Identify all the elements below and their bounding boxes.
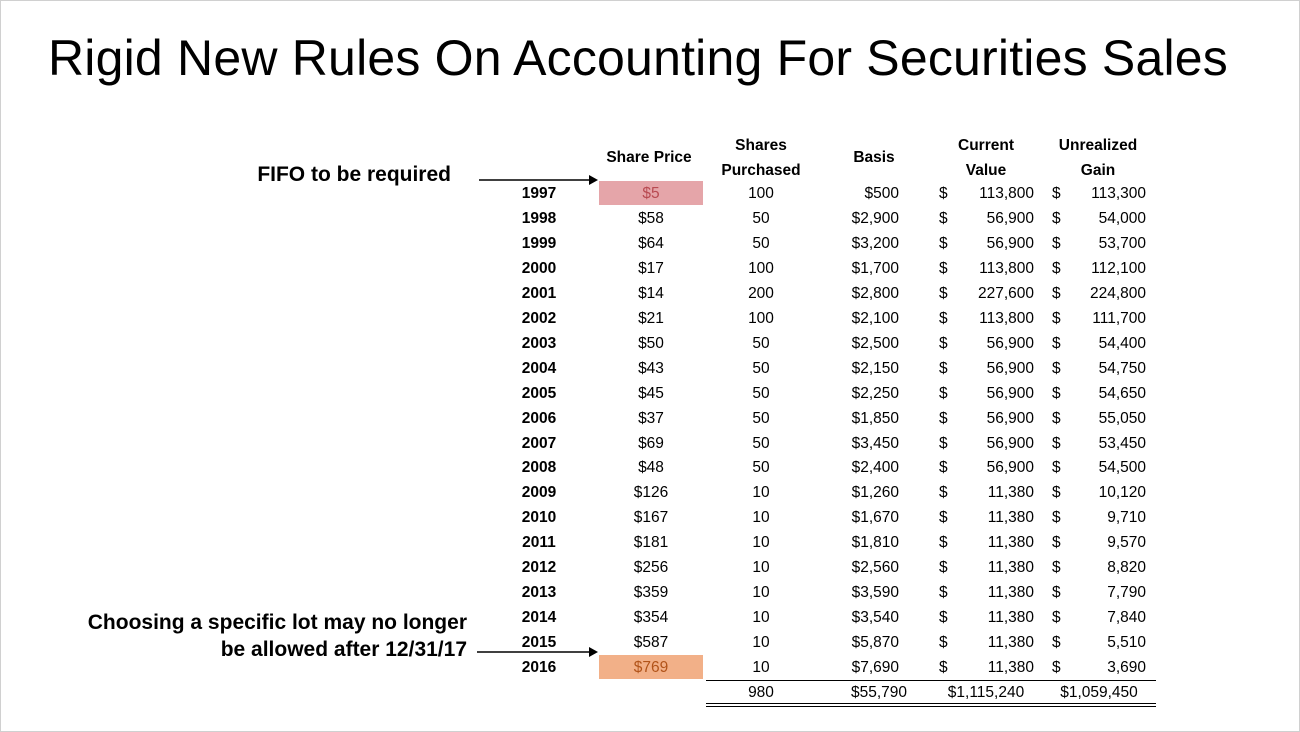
lot-share-price: $37 bbox=[638, 409, 664, 427]
lot-basis: $3,540 bbox=[851, 609, 899, 627]
lot-year: 2014 bbox=[521, 609, 557, 627]
lot-basis: $2,400 bbox=[851, 459, 899, 477]
lot-share-price: $181 bbox=[633, 534, 669, 552]
table-row bbox=[1, 555, 1300, 580]
table-row bbox=[1, 530, 1300, 555]
table-row bbox=[1, 580, 1300, 605]
lot-current-value: 56,900 bbox=[986, 434, 1034, 452]
lot-share-price: $769 bbox=[599, 655, 703, 679]
lot-basis: $500 bbox=[864, 185, 899, 202]
total-current-value: $1,115,240 bbox=[947, 684, 1025, 701]
current-value-currency-symbol: $ bbox=[939, 634, 948, 652]
lot-basis: $2,900 bbox=[851, 209, 899, 227]
lot-shares-purchased: 200 bbox=[748, 284, 774, 302]
header-current-value bbox=[946, 133, 1026, 183]
total-double-rule-1 bbox=[706, 703, 1156, 704]
gain-currency-symbol: $ bbox=[1052, 359, 1061, 377]
table-row bbox=[1, 231, 1300, 256]
lot-basis: $7,690 bbox=[851, 659, 899, 677]
current-value-currency-symbol: $ bbox=[939, 234, 948, 252]
lot-unrealized-gain: 111,700 bbox=[1092, 309, 1146, 327]
lot-shares-purchased: 100 bbox=[748, 309, 774, 327]
lot-basis: $2,250 bbox=[851, 384, 899, 402]
gain-currency-symbol: $ bbox=[1052, 334, 1061, 352]
lot-share-price: $587 bbox=[633, 634, 669, 652]
header-share-price: Share Price bbox=[606, 149, 692, 166]
lot-share-price: $17 bbox=[638, 259, 664, 277]
lot-current-value: 227,600 bbox=[977, 284, 1034, 302]
lot-basis: $1,670 bbox=[851, 509, 899, 527]
header-gain-line-2: Gain bbox=[1080, 162, 1116, 179]
total-basis: $55,790 bbox=[850, 684, 907, 701]
lot-current-value: 56,900 bbox=[986, 409, 1034, 427]
current-value-currency-symbol: $ bbox=[939, 434, 948, 452]
table-row bbox=[1, 431, 1300, 456]
lot-shares-purchased: 50 bbox=[752, 459, 770, 477]
lot-unrealized-gain: 3,690 bbox=[1107, 659, 1146, 677]
lot-basis: $1,700 bbox=[851, 259, 899, 277]
table-row bbox=[1, 480, 1300, 505]
current-value-currency-symbol: $ bbox=[939, 334, 948, 352]
lot-current-value: 11,380 bbox=[987, 634, 1034, 652]
lot-share-price: $21 bbox=[638, 309, 664, 327]
current-value-currency-symbol: $ bbox=[939, 309, 948, 327]
lot-basis: $2,150 bbox=[851, 359, 899, 377]
lot-basis: $3,450 bbox=[851, 434, 899, 452]
lot-current-value: 56,900 bbox=[986, 334, 1034, 352]
lot-unrealized-gain: 9,710 bbox=[1107, 509, 1146, 527]
lot-shares-purchased: 50 bbox=[752, 209, 770, 227]
lot-current-value: 56,900 bbox=[986, 234, 1034, 252]
slide-title: Rigid New Rules On Accounting For Securities Sales bbox=[48, 30, 1228, 86]
lot-basis: $3,590 bbox=[851, 584, 899, 602]
header-current-line-1: Current bbox=[958, 137, 1014, 154]
table-row bbox=[1, 306, 1300, 331]
lot-shares-purchased: 100 bbox=[748, 259, 774, 277]
lot-current-value: 11,380 bbox=[987, 584, 1034, 602]
current-value-currency-symbol: $ bbox=[939, 409, 948, 427]
lot-unrealized-gain: 53,450 bbox=[1098, 434, 1146, 452]
lot-shares-purchased: 10 bbox=[752, 534, 770, 552]
gain-currency-symbol: $ bbox=[1052, 459, 1061, 477]
lot-unrealized-gain: 54,650 bbox=[1098, 384, 1146, 402]
current-value-currency-symbol: $ bbox=[939, 359, 948, 377]
lot-unrealized-gain: 8,820 bbox=[1107, 559, 1146, 577]
lot-current-value: 56,900 bbox=[986, 459, 1034, 477]
lot-basis: $2,100 bbox=[851, 309, 899, 327]
header-gain-line-1: Unrealized bbox=[1058, 137, 1138, 154]
lot-current-value: 56,900 bbox=[986, 209, 1034, 227]
current-value-currency-symbol: $ bbox=[939, 284, 948, 302]
table-row bbox=[1, 181, 1300, 206]
specific-lot-note-line-2: be allowed after 12/31/17 bbox=[220, 638, 467, 661]
lot-unrealized-gain: 54,000 bbox=[1098, 209, 1146, 227]
lot-share-price: $126 bbox=[633, 484, 669, 502]
lot-shares-purchased: 50 bbox=[752, 234, 770, 252]
lot-share-price: $5 bbox=[599, 181, 703, 205]
total-unrealized-gain: $1,059,450 bbox=[1060, 684, 1138, 701]
lot-current-value: 113,800 bbox=[979, 185, 1034, 202]
lot-year: 2003 bbox=[521, 334, 557, 352]
table-row bbox=[1, 605, 1300, 630]
lot-shares-purchased: 10 bbox=[752, 659, 770, 677]
lot-year: 2001 bbox=[521, 284, 557, 302]
table-row bbox=[1, 505, 1300, 530]
lot-shares-purchased: 50 bbox=[752, 409, 770, 427]
lot-year: 1997 bbox=[521, 185, 557, 202]
lot-year: 2005 bbox=[521, 384, 557, 402]
lot-year: 2013 bbox=[521, 584, 557, 602]
header-basis: Basis bbox=[853, 149, 895, 166]
lot-basis: $2,800 bbox=[851, 284, 899, 302]
lot-year: 2006 bbox=[521, 409, 557, 427]
current-value-currency-symbol: $ bbox=[939, 484, 948, 502]
lot-year: 2000 bbox=[521, 259, 557, 277]
lot-year: 2002 bbox=[521, 309, 557, 327]
lot-unrealized-gain: 224,800 bbox=[1089, 284, 1146, 302]
fifo-note: FIFO to be required bbox=[257, 163, 451, 186]
lot-year: 1998 bbox=[521, 209, 557, 227]
header-shares-line-2: Purchased bbox=[721, 162, 801, 179]
current-value-currency-symbol: $ bbox=[939, 509, 948, 527]
table-row bbox=[1, 630, 1300, 655]
lot-year: 2015 bbox=[521, 634, 557, 652]
lot-current-value: 113,800 bbox=[979, 309, 1034, 327]
gain-currency-symbol: $ bbox=[1052, 185, 1061, 202]
table-row bbox=[1, 406, 1300, 431]
gain-currency-symbol: $ bbox=[1052, 609, 1061, 627]
lot-year: 2008 bbox=[521, 459, 557, 477]
table-row bbox=[1, 206, 1300, 231]
gain-currency-symbol: $ bbox=[1052, 234, 1061, 252]
table-row bbox=[1, 281, 1300, 306]
lot-shares-purchased: 50 bbox=[752, 384, 770, 402]
lot-shares-purchased: 50 bbox=[752, 359, 770, 377]
lot-unrealized-gain: 54,750 bbox=[1098, 359, 1146, 377]
lot-year: 2004 bbox=[521, 359, 557, 377]
gain-currency-symbol: $ bbox=[1052, 509, 1061, 527]
gain-currency-symbol: $ bbox=[1052, 209, 1061, 227]
lot-share-price: $359 bbox=[633, 584, 669, 602]
gain-currency-symbol: $ bbox=[1052, 284, 1061, 302]
lot-current-value: 11,380 bbox=[987, 659, 1034, 677]
lot-unrealized-gain: 5,510 bbox=[1107, 634, 1146, 652]
lot-year: 2016 bbox=[521, 659, 557, 677]
current-value-currency-symbol: $ bbox=[939, 209, 948, 227]
lot-shares-purchased: 10 bbox=[752, 559, 770, 577]
lot-current-value: 11,380 bbox=[987, 534, 1034, 552]
lot-share-price: $69 bbox=[638, 434, 664, 452]
table-row bbox=[1, 331, 1300, 356]
lot-current-value: 56,900 bbox=[986, 384, 1034, 402]
lot-current-value: 11,380 bbox=[987, 509, 1034, 527]
current-value-currency-symbol: $ bbox=[939, 459, 948, 477]
totals-row bbox=[1, 680, 1300, 705]
lot-shares-purchased: 100 bbox=[748, 185, 774, 202]
gain-currency-symbol: $ bbox=[1052, 584, 1061, 602]
lot-share-price: $43 bbox=[638, 359, 664, 377]
lot-year: 2007 bbox=[521, 434, 557, 452]
lot-share-price: $14 bbox=[638, 284, 664, 302]
specific-lot-note-line-1: Choosing a specific lot may no longer bbox=[87, 611, 467, 634]
lot-basis: $1,810 bbox=[851, 534, 899, 552]
lot-share-price: $58 bbox=[638, 209, 664, 227]
lot-basis: $3,200 bbox=[851, 234, 899, 252]
lot-year: 2012 bbox=[521, 559, 557, 577]
lot-current-value: 56,900 bbox=[986, 359, 1034, 377]
lot-year: 2010 bbox=[521, 509, 557, 527]
lot-current-value: 11,380 bbox=[987, 609, 1034, 627]
lot-unrealized-gain: 54,400 bbox=[1098, 334, 1146, 352]
lot-current-value: 11,380 bbox=[987, 559, 1034, 577]
lot-unrealized-gain: 7,790 bbox=[1107, 584, 1146, 602]
lot-unrealized-gain: 112,100 bbox=[1091, 259, 1146, 277]
current-value-currency-symbol: $ bbox=[939, 384, 948, 402]
lot-share-price: $64 bbox=[638, 234, 664, 252]
lot-basis: $5,870 bbox=[851, 634, 899, 652]
current-value-currency-symbol: $ bbox=[939, 534, 948, 552]
lot-unrealized-gain: 10,120 bbox=[1098, 484, 1146, 502]
gain-currency-symbol: $ bbox=[1052, 634, 1061, 652]
current-value-currency-symbol: $ bbox=[939, 259, 948, 277]
total-shares: 980 bbox=[748, 684, 774, 701]
current-value-currency-symbol: $ bbox=[939, 659, 948, 677]
lot-share-price: $45 bbox=[638, 384, 664, 402]
current-value-currency-symbol: $ bbox=[939, 584, 948, 602]
lot-basis: $1,850 bbox=[851, 409, 899, 427]
lot-unrealized-gain: 54,500 bbox=[1098, 459, 1146, 477]
lot-current-value: 11,380 bbox=[987, 484, 1034, 502]
lot-unrealized-gain: 7,840 bbox=[1107, 609, 1146, 627]
current-value-currency-symbol: $ bbox=[939, 609, 948, 627]
lot-shares-purchased: 10 bbox=[752, 509, 770, 527]
lot-unrealized-gain: 53,700 bbox=[1098, 234, 1146, 252]
gain-currency-symbol: $ bbox=[1052, 384, 1061, 402]
lot-year: 2011 bbox=[522, 534, 556, 552]
lot-share-price: $167 bbox=[633, 509, 669, 527]
lot-basis: $2,500 bbox=[851, 334, 899, 352]
current-value-currency-symbol: $ bbox=[939, 559, 948, 577]
lot-shares-purchased: 50 bbox=[752, 334, 770, 352]
lot-share-price: $256 bbox=[633, 559, 669, 577]
gain-currency-symbol: $ bbox=[1052, 559, 1061, 577]
current-value-currency-symbol: $ bbox=[939, 185, 948, 202]
gain-currency-symbol: $ bbox=[1052, 309, 1061, 327]
lot-shares-purchased: 10 bbox=[752, 484, 770, 502]
header-current-line-2: Value bbox=[965, 162, 1007, 179]
gain-currency-symbol: $ bbox=[1052, 434, 1061, 452]
table-row bbox=[1, 655, 1300, 680]
table-row bbox=[1, 256, 1300, 281]
lot-year: 2009 bbox=[521, 484, 557, 502]
lot-basis: $1,260 bbox=[851, 484, 899, 502]
header-shares-line-1: Shares bbox=[735, 137, 787, 154]
lot-year: 1999 bbox=[521, 234, 557, 252]
lot-unrealized-gain: 9,570 bbox=[1107, 534, 1146, 552]
lot-shares-purchased: 10 bbox=[752, 584, 770, 602]
lot-share-price: $50 bbox=[638, 334, 664, 352]
header-unrealized-gain bbox=[1051, 133, 1145, 183]
lot-basis: $2,560 bbox=[851, 559, 899, 577]
header-shares-purchased bbox=[713, 133, 809, 183]
gain-currency-symbol: $ bbox=[1052, 659, 1061, 677]
lot-current-value: 113,800 bbox=[979, 259, 1034, 277]
lot-unrealized-gain: 55,050 bbox=[1098, 409, 1146, 427]
gain-currency-symbol: $ bbox=[1052, 484, 1061, 502]
lot-unrealized-gain: 113,300 bbox=[1091, 185, 1146, 202]
lot-share-price: $354 bbox=[633, 609, 669, 627]
table-row bbox=[1, 356, 1300, 381]
gain-currency-symbol: $ bbox=[1052, 409, 1061, 427]
lot-shares-purchased: 10 bbox=[752, 634, 770, 652]
lot-share-price: $48 bbox=[638, 459, 664, 477]
gain-currency-symbol: $ bbox=[1052, 534, 1061, 552]
table-row bbox=[1, 455, 1300, 480]
gain-currency-symbol: $ bbox=[1052, 259, 1061, 277]
lot-shares-purchased: 10 bbox=[752, 609, 770, 627]
table-row bbox=[1, 381, 1300, 406]
lot-shares-purchased: 50 bbox=[752, 434, 770, 452]
total-double-rule-2 bbox=[706, 706, 1156, 707]
